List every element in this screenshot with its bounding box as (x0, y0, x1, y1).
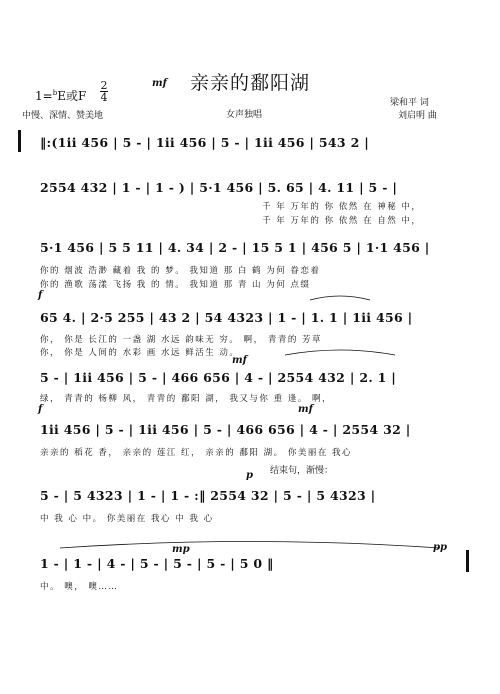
tempo-marking: 中慢、深情、赞美地 (22, 111, 104, 121)
row-4-lyric-verse-1: 你， 你是 长江的 一盏 湖 水远 韵味无 穷。 啊， 青青的 芳草 (40, 335, 323, 345)
score-row-5: 5 - | 1ii 456 | 5 - | 466 656 | 4 - | 2554 432 | 2. 1 | (40, 370, 397, 385)
dynamic-pp: pp (433, 542, 447, 553)
score-row-3: 5·1 456 | 5 5 11 | 4. 34 | 2 - | 15 5 1 | 456 5 | 1·1 456 | (40, 240, 430, 255)
row-5-lyric: 绿， 青青的 杨柳 风， 青青的 鄱阳 湖， 我又与你 重 逢。 啊， (40, 394, 333, 404)
row-3-lyric-verse-1: 你的 烟波 浩渺 藏着 我 的 梦。 我知道 那 白 鹤 为何 眷恋着 (40, 266, 321, 276)
dynamic-f-1: f (38, 290, 43, 301)
dynamic-mf-3: mf (298, 404, 313, 415)
row-8-lyric: 中。 噢， 噢…… (40, 582, 119, 592)
row-3-lyric-verse-2: 你的 渔歌 荡漾 飞扬 我 的 情。 我知道 那 青 山 为何 点缀 (40, 280, 311, 290)
row-4-lyric-verse-2: 你， 你是 人间的 水彩 画 水远 鲜活生 动。 (40, 348, 240, 358)
time-denominator: 4 (100, 91, 108, 104)
performer-label: 女声独唱 (226, 110, 263, 120)
score-row-7: 5 - | 5 4323 | 1 - | 1 - :‖ 2554 32 | 5 - | 5 4323 | (40, 488, 376, 503)
row-2-lyric-verse-1: 千 年 万年的 你 依然 在 神秘 中， (262, 202, 422, 212)
score-row-6: 1ii 456 | 5 - | 1ii 456 | 5 - | 466 656 | 4 - | 2554 32 | (40, 422, 411, 437)
lyricist-credit: 梁和平 词 (390, 98, 429, 108)
row-2-lyric-verse-2: 千 年 万年的 你 依然 在 自然 中， (262, 216, 422, 226)
title-dynamic: mf (152, 78, 167, 89)
dynamic-mf-2: mf (232, 355, 247, 366)
row-6-lyric: 亲亲的 稻花 香， 亲亲的 莲江 红， 亲亲的 鄱阳 湖。 你美丽在 我心 (40, 448, 353, 458)
ending-annotation: 结束句，渐慢： (270, 466, 334, 476)
score-row-8: 1 - | 1 - | 4 - | 5 - | 5 - | 5 - | 5 0 ‖ (40, 556, 274, 571)
score-row-4: 65 4. | 2·5 255 | 43 2 | 54 4323 | 1 - | 1. 1 | 1ii 456 | (40, 310, 413, 325)
time-numerator: 2 (100, 79, 108, 92)
flat-sign: b (52, 89, 58, 97)
song-title: 亲亲的鄱阳湖 (190, 72, 311, 94)
score-row-1: ‖:(1ii 456 | 5 - | 1ii 456 | 5 - | 1ii 456 | 543 2 | (40, 135, 370, 150)
dynamic-mp: mp (172, 544, 190, 555)
key-prefix: 1= (35, 89, 53, 103)
composer-credit: 刘启明 曲 (398, 111, 437, 121)
dynamic-p-1: p (246, 470, 253, 481)
row-7-lyric: 中 我 心 中。 你美丽在 我心 中 我 心 (40, 514, 214, 524)
score-row-2: 2554 432 | 1 - | 1 - ) | 5·1 456 | 5. 65 | 4. 11 | 5 - | (40, 180, 398, 195)
key-name: E或F (57, 89, 87, 103)
dynamic-f-2: f (38, 404, 43, 415)
